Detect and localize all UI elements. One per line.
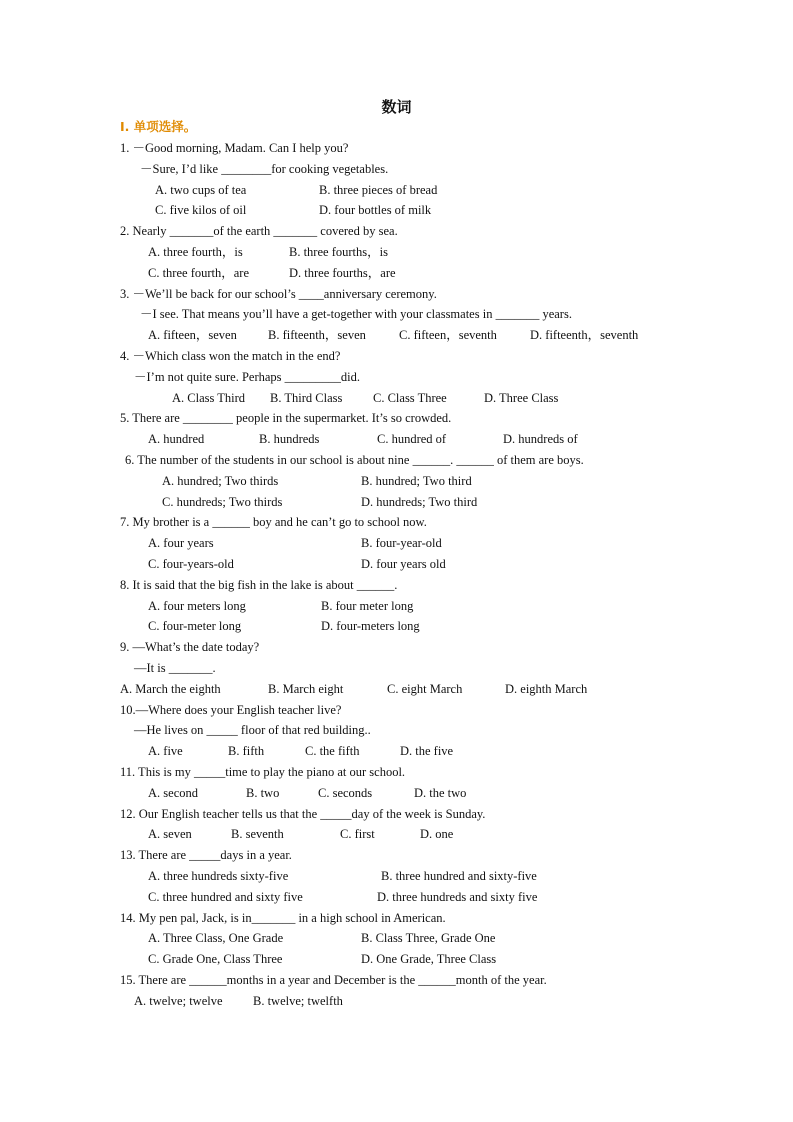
- option-d[interactable]: D. hundreds; Two third: [361, 495, 478, 509]
- question-3: 3. －We’ll be back for our school’s ____anniversary ceremony.: [120, 287, 437, 301]
- option-c[interactable]: C. three hundred and sixty five: [148, 890, 303, 904]
- option-a[interactable]: A. two cups of tea: [155, 183, 247, 197]
- option-b[interactable]: B. Class Three, Grade One: [361, 931, 496, 945]
- option-c[interactable]: C. hundreds; Two thirds: [162, 495, 283, 509]
- question-9-reply: —It is _______.: [134, 661, 216, 675]
- question-4-reply: －I’m not quite sure. Perhaps _________did.: [134, 370, 361, 384]
- option-d[interactable]: D. Three Class: [484, 391, 559, 405]
- option-d[interactable]: D. one: [420, 827, 454, 841]
- option-c[interactable]: C. four-meter long: [148, 619, 242, 633]
- question-10-reply: —He lives on _____ floor of that red building..: [134, 723, 371, 737]
- option-c[interactable]: C. fifteen，seventh: [399, 328, 497, 342]
- option-a[interactable]: A. seven: [148, 827, 192, 841]
- option-c[interactable]: C. three fourth，are: [148, 266, 250, 280]
- option-b[interactable]: B. March eight: [268, 682, 344, 696]
- option-a[interactable]: A. hundred: [148, 432, 205, 446]
- question-10: 10.—Where does your English teacher live?: [120, 703, 342, 717]
- question-11: 11. This is my _____time to play the piano at our school.: [120, 765, 406, 779]
- option-a[interactable]: A. Three Class, One Grade: [148, 931, 284, 945]
- option-b[interactable]: B. two: [246, 786, 280, 800]
- option-b[interactable]: B. fifteenth，seven: [268, 328, 366, 342]
- option-d[interactable]: D. four-meters long: [321, 619, 420, 633]
- question-5: 5. There are ________ people in the supermarket. It’s so crowded.: [120, 411, 452, 425]
- page-title: 数词: [381, 98, 412, 116]
- option-c[interactable]: C. five kilos of oil: [155, 203, 247, 217]
- option-a[interactable]: A. fifteen，seven: [148, 328, 237, 342]
- option-a[interactable]: A. four years: [148, 536, 214, 550]
- option-b[interactable]: B. four meter long: [321, 599, 414, 613]
- question-15: 15. There are ______months in a year and December is the ______month of the year.: [120, 973, 547, 987]
- option-d[interactable]: D. eighth March: [505, 682, 588, 696]
- option-a[interactable]: A. three fourth，is: [148, 245, 243, 259]
- dash: －: [132, 141, 146, 155]
- option-a[interactable]: A. twelve; twelve: [134, 994, 223, 1008]
- option-b[interactable]: B. four-year-old: [361, 536, 442, 550]
- option-b[interactable]: B. three pieces of bread: [319, 183, 438, 197]
- question-1: [120, 141, 348, 156]
- option-b[interactable]: B. Third Class: [270, 391, 343, 405]
- question-12: 12. Our English teacher tells us that the _____day of the week is Sunday.: [120, 807, 486, 821]
- option-b[interactable]: B. twelve; twelfth: [253, 994, 343, 1008]
- option-d[interactable]: D. four bottles of milk: [319, 203, 432, 217]
- option-b[interactable]: B. hundred; Two third: [361, 474, 472, 488]
- option-a[interactable]: A. three hundreds sixty-five: [148, 869, 289, 883]
- question-4: 4. －Which class won the match in the end?: [120, 349, 341, 363]
- option-c[interactable]: C. first: [340, 827, 375, 841]
- option-b[interactable]: B. three fourths，is: [289, 245, 388, 259]
- option-a[interactable]: A. second: [148, 786, 198, 800]
- option-c[interactable]: C. hundred of: [377, 432, 447, 446]
- option-a[interactable]: A. hundred; Two thirds: [162, 474, 279, 488]
- question-8: 8. It is said that the big fish in the lake is about ______.: [120, 578, 398, 592]
- question-13: 13. There are _____days in a year.: [120, 848, 292, 862]
- option-c[interactable]: C. Grade One, Class Three: [148, 952, 283, 966]
- option-c[interactable]: C. four-years-old: [148, 557, 234, 571]
- option-a[interactable]: A. four meters long: [148, 599, 246, 613]
- option-d[interactable]: D. One Grade, Three Class: [361, 952, 497, 966]
- option-c[interactable]: C. seconds: [318, 786, 373, 800]
- option-b[interactable]: B. hundreds: [259, 432, 320, 446]
- question-9: 9. —What’s the date today?: [120, 640, 260, 654]
- question-3-reply: －I see. That means you’ll have a get-together with your classmates in _______ years.: [140, 307, 572, 321]
- question-2: 2. Nearly _______of the earth _______ covered by sea.: [120, 224, 398, 238]
- option-d[interactable]: D. hundreds of: [503, 432, 578, 446]
- option-b[interactable]: B. fifth: [228, 744, 265, 758]
- option-c[interactable]: C. the fifth: [305, 744, 360, 758]
- option-a[interactable]: A. March the eighth: [120, 682, 221, 696]
- option-d[interactable]: D. three fourths，are: [289, 266, 396, 280]
- question-14: 14. My pen pal, Jack, is in_______ in a high school in American.: [120, 911, 446, 925]
- option-d[interactable]: D. fifteenth，seventh: [530, 328, 639, 342]
- question-6: 6. The number of the students in our school is about nine ______. ______ of them are boys.: [125, 453, 584, 467]
- option-b[interactable]: B. three hundred and sixty-five: [381, 869, 537, 883]
- option-b[interactable]: B. seventh: [231, 827, 284, 841]
- option-c[interactable]: C. Class Three: [373, 391, 447, 405]
- section-heading: I. 单项选择。: [120, 119, 197, 134]
- option-c[interactable]: C. eight March: [387, 682, 463, 696]
- option-d[interactable]: D. three hundreds and sixty five: [377, 890, 538, 904]
- question-7: 7. My brother is a ______ boy and he can’t go to school now.: [120, 515, 427, 529]
- question-number: 1.: [120, 141, 133, 155]
- option-d[interactable]: D. the two: [414, 786, 467, 800]
- question-1-reply: －Sure, I’d like ________for cooking vegetables.: [140, 162, 389, 176]
- option-a[interactable]: A. Class Third: [172, 391, 246, 405]
- option-d[interactable]: D. four years old: [361, 557, 446, 571]
- question-text: Good morning, Madam. Can I help you?: [145, 141, 349, 155]
- option-a[interactable]: A. five: [148, 744, 183, 758]
- option-d[interactable]: D. the five: [400, 744, 454, 758]
